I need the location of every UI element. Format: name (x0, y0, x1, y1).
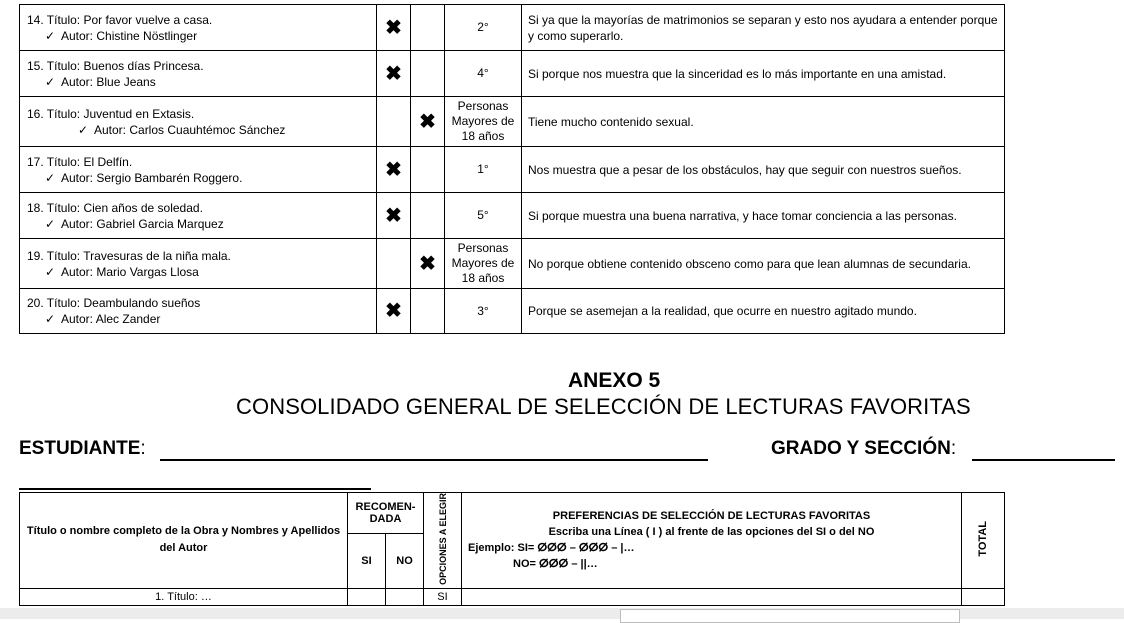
header-title-author: Título o nombre completo de la Obra y Nombres y Apellidos del Autor (20, 493, 348, 589)
row-total-cell[interactable] (962, 588, 1005, 605)
recommended-no-cell[interactable] (411, 147, 445, 193)
grade-section-input-line[interactable] (972, 459, 1115, 461)
table-row (20, 193, 1005, 239)
header-total: TOTAL (962, 493, 1005, 589)
book-title: 14. Título: Por favor vuelve a casa. (27, 12, 213, 27)
comment-cell: Si porque muestra una buena narrativa, y hace tomar conciencia a las personas. (522, 193, 1005, 239)
header-recommended: RECOMEN-DADA (348, 493, 424, 534)
consolidated-table (19, 492, 1005, 606)
comment-cell: Tiene mucho contenido sexual. (522, 97, 1005, 147)
option-cell: 5° (445, 193, 522, 239)
option-cell: Personas Mayores de 18 años (445, 239, 522, 289)
x-mark-icon: ✖ (419, 110, 436, 133)
checkmark-icon: ✓ (45, 216, 56, 231)
book-author: ✓ Autor: Carlos Cuauhtémoc Sánchez (78, 122, 286, 137)
row-preference-cell[interactable] (462, 588, 962, 605)
student-input-line[interactable] (160, 459, 708, 461)
option-cell: 2° (445, 5, 522, 51)
checkmark-icon: ✓ (45, 264, 56, 279)
grade-section-label: GRADO Y SECCIÓN: (771, 438, 957, 459)
x-mark-icon: ✖ (385, 204, 402, 227)
option-cell: Personas Mayores de 18 años (445, 97, 522, 147)
row-option-cell: SI (424, 588, 462, 605)
checkmark-icon: ✓ (78, 122, 89, 137)
recommended-yes-cell[interactable] (377, 147, 411, 193)
next-page-edge (620, 609, 960, 623)
x-mark-icon: ✖ (385, 62, 402, 85)
student-input-line-continued[interactable] (19, 488, 371, 490)
recommended-no-cell[interactable] (411, 239, 445, 289)
book-title: 15. Título: Buenos días Princesa. (27, 58, 204, 73)
book-title: 18. Título: Cien años de soledad. (27, 200, 203, 215)
recommended-yes-cell[interactable] (377, 97, 411, 147)
header-no: NO (386, 533, 424, 588)
x-mark-icon: ✖ (419, 252, 436, 275)
annex-subtitle: CONSOLIDADO GENERAL DE SELECCIÓN DE LECTURAS FAVORITAS (236, 394, 971, 419)
book-author: ✓ Autor: Gabriel Garcia Marquez (45, 216, 224, 231)
row-no-cell[interactable] (386, 588, 424, 605)
header-options: OPCIONES A ELEGIR (424, 493, 462, 589)
comment-cell: Si ya que la mayorías de matrimonios se separan y esto nos ayudara a entender porque y como superarlo. (522, 5, 1005, 51)
book-title: 17. Título: El Delfín. (27, 154, 133, 169)
recommended-no-cell[interactable] (411, 97, 445, 147)
x-mark-icon: ✖ (385, 158, 402, 181)
checkmark-icon: ✓ (45, 28, 56, 43)
comment-cell: Nos muestra que a pesar de los obstáculos, hay que seguir con nuestros sueños. (522, 147, 1005, 193)
recommended-yes-cell[interactable] (377, 239, 411, 289)
x-mark-icon: ✖ (385, 16, 402, 39)
book-title-cell (20, 5, 377, 51)
table-row (20, 588, 1005, 605)
recommended-no-cell[interactable] (411, 193, 445, 239)
book-author: ✓ Autor: Mario Vargas Llosa (45, 264, 199, 279)
comment-cell: Porque se asemejan a la realidad, que ocurre en nuestro agitado mundo. (522, 289, 1005, 334)
book-author: ✓ Autor: Blue Jeans (45, 74, 156, 89)
table-row (20, 147, 1005, 193)
book-title: 20. Título: Deambulando sueños (27, 296, 201, 310)
recommended-no-cell[interactable] (411, 51, 445, 97)
row-title-cell[interactable]: 1. Título: … (20, 588, 348, 605)
x-mark-icon: ✖ (385, 300, 402, 322)
book-title-cell (20, 97, 377, 147)
book-title-cell (20, 51, 377, 97)
book-title-cell (20, 193, 377, 239)
header-si: SI (348, 533, 386, 588)
recommended-yes-cell[interactable] (377, 51, 411, 97)
option-cell: 1° (445, 147, 522, 193)
recommended-yes-cell[interactable] (377, 289, 411, 334)
comment-cell: No porque obtiene contenido obsceno como para que lean alumnas de secundaria. (522, 239, 1005, 289)
recommended-no-cell[interactable] (411, 5, 445, 51)
checkmark-icon: ✓ (45, 74, 56, 89)
annex-title: ANEXO 5 (568, 369, 661, 392)
book-author: ✓ Autor: Chistine Nöstlinger (45, 28, 198, 43)
checkmark-icon: ✓ (45, 312, 56, 326)
book-author: ✓ Autor: Alec Zander (45, 312, 161, 326)
book-title-cell (20, 239, 377, 289)
book-title-cell (20, 289, 377, 334)
table-row (20, 289, 1005, 334)
recommended-yes-cell[interactable] (377, 5, 411, 51)
table-row (20, 51, 1005, 97)
book-author: ✓ Autor: Sergio Bambarén Roggero. (45, 170, 243, 185)
recommended-no-cell[interactable] (411, 289, 445, 334)
option-cell: 4° (445, 51, 522, 97)
selection-table (19, 4, 1005, 334)
table-row (20, 5, 1005, 51)
row-si-cell[interactable] (348, 588, 386, 605)
book-title: 19. Título: Travesuras de la niña mala. (27, 248, 231, 263)
table-row (20, 97, 1005, 147)
student-label: ESTUDIANTE: (19, 438, 146, 459)
option-cell: 3° (445, 289, 522, 334)
book-title: 16. Título: Juventud en Extasis. (27, 106, 195, 121)
table-row (20, 239, 1005, 289)
comment-cell: Si porque nos muestra que la sinceridad es lo más importante en una amistad. (522, 51, 1005, 97)
recommended-yes-cell[interactable] (377, 193, 411, 239)
checkmark-icon: ✓ (45, 170, 56, 185)
book-title-cell (20, 147, 377, 193)
header-preferences: PREFERENCIAS DE SELECCIÓN DE LECTURAS FAVORITAS Escriba una Línea ( I ) al frente de las opciones del SI o del NO Ejemplo: SI= ⵁⵁⵁ – ⵁⵁⵁ – |… NO= ⵁⵁⵁ – ||… (462, 493, 962, 589)
